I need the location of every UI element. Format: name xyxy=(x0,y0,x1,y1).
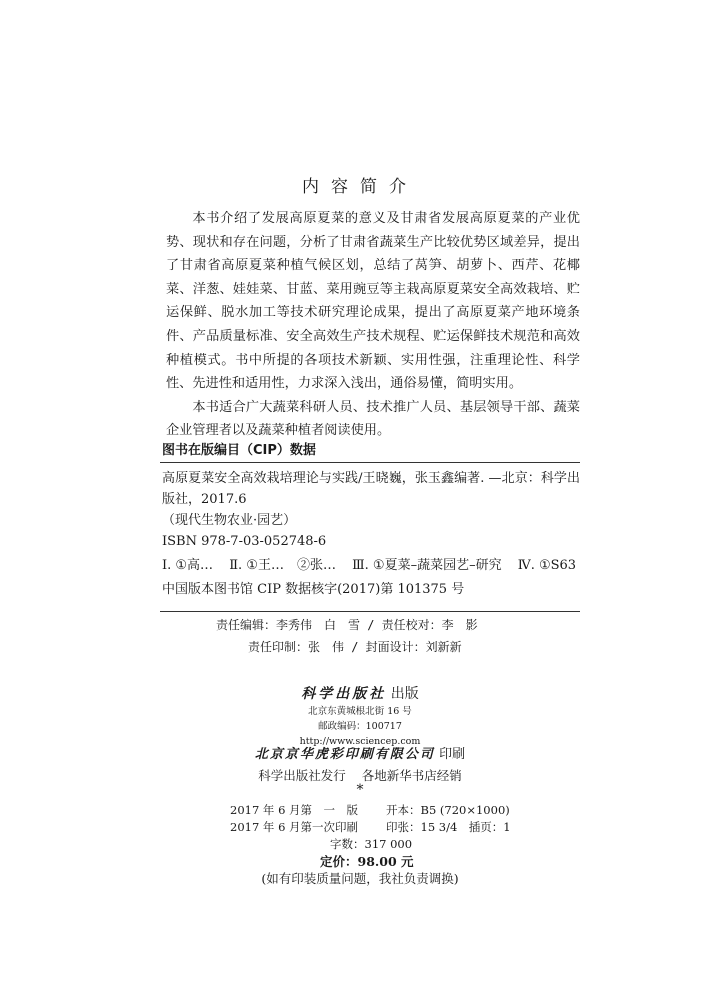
cip-block xyxy=(162,468,580,600)
summary-paragraph-2: 本书适合广大蔬菜科研人员、技术推广人员、基层领导干部、蔬菜企业管理者以及蔬菜种植者阅读使用。 xyxy=(166,399,580,439)
cip-isbn: ISBN 978-7-03-052748-6 xyxy=(162,534,327,549)
page-title: 内容简介 xyxy=(302,177,418,197)
summary-section xyxy=(166,207,580,443)
edition-row-1 xyxy=(0,802,720,819)
cip-class-2: Ⅱ. ①王… ②张… xyxy=(229,558,336,573)
cip-heading: 图书在版编目（CIP）数据 xyxy=(162,443,316,458)
edition: 2017 年 6 月第 一 版 xyxy=(230,803,359,817)
edition-row-2 xyxy=(0,819,720,836)
divider-bottom xyxy=(160,611,580,612)
publisher-postcode: 邮政编码：100717 xyxy=(318,721,402,732)
credits-line-1: 责任编辑：李秀伟 白 雪 / 责任校对：李 影 xyxy=(216,618,478,632)
divider-top xyxy=(160,462,580,463)
credits-line-2: 责任印制：张 伟 / 封面设计：刘新新 xyxy=(248,640,462,654)
edition-row-3 xyxy=(0,836,720,853)
printer-name: 北京京华虎彩印刷有限公司 xyxy=(254,747,435,762)
sheets: 印张：15 3/4 插页：1 xyxy=(386,820,511,834)
cip-series: （现代生物农业·园艺） xyxy=(162,513,297,528)
publisher-logo-text: 科学出版社 xyxy=(301,686,387,702)
publisher-address: 北京东黄城根北街 16 号 xyxy=(308,706,412,717)
publisher-line xyxy=(0,684,720,704)
publisher-block xyxy=(0,684,720,749)
printer-suffix: 印刷 xyxy=(439,747,466,762)
separator-star: * xyxy=(356,782,364,798)
cip-class-3: Ⅲ. ①夏菜–蔬菜园艺–研究 xyxy=(352,558,502,573)
price: 定价：98.00 元 xyxy=(320,854,414,869)
format: 开本：B5 (720×1000) xyxy=(386,803,510,817)
seller: 各地新华书店经销 xyxy=(361,768,462,783)
quality-note: (如有印装质量问题，我社负责调换) xyxy=(261,871,459,886)
edition-row-5 xyxy=(0,870,720,887)
printer-line xyxy=(0,745,720,765)
edition-row-4 xyxy=(0,853,720,870)
cip-class-4: Ⅳ. ①S63 xyxy=(517,558,577,573)
word-count: 字数：317 000 xyxy=(330,837,413,851)
printing: 2017 年 6 月第一次印刷 xyxy=(230,820,359,834)
cip-number: 中国版本图书馆 CIP 数据核字(2017)第 101375 号 xyxy=(162,582,465,597)
issuer: 科学出版社发行 xyxy=(258,768,346,783)
summary-paragraph-1: 本书介绍了发展高原夏菜的意义及甘肃省发展高原夏菜的产业优势、现状和存在问题，分析了甘肃省蔬菜生产比较优势区域差异，提出了甘肃省高原夏菜种植气候区划，总结了莴笋、胡萝卜、西芹、花椰菜、洋葱、娃娃菜、甘蓝、菜用豌豆等主栽高原夏菜安全高效栽培、贮运保鲜、脱水加工等技术研究理论成果，提出了高原夏菜产地环境条件、产品质量标准、安全高效生产技术规程、贮运保鲜技术规范和高效种植模式。书中所提的各项技术新颖、实用性强，注重理论性、科学性、先进性和适用性，力求深入浅出，通俗易懂，简明实用。 xyxy=(166,211,580,392)
cip-class-1: Ⅰ. ①高… xyxy=(162,558,214,573)
cip-classification xyxy=(162,555,580,576)
publisher-suffix: 出版 xyxy=(390,686,419,702)
cip-main-entry: 高原夏菜安全高效栽培理论与实践/王晓巍，张玉鑫编著. —北京：科学出版社，2017.6 xyxy=(162,471,580,507)
publisher-url: http://www.sciencep.com xyxy=(299,736,421,747)
edition-info xyxy=(0,802,720,887)
